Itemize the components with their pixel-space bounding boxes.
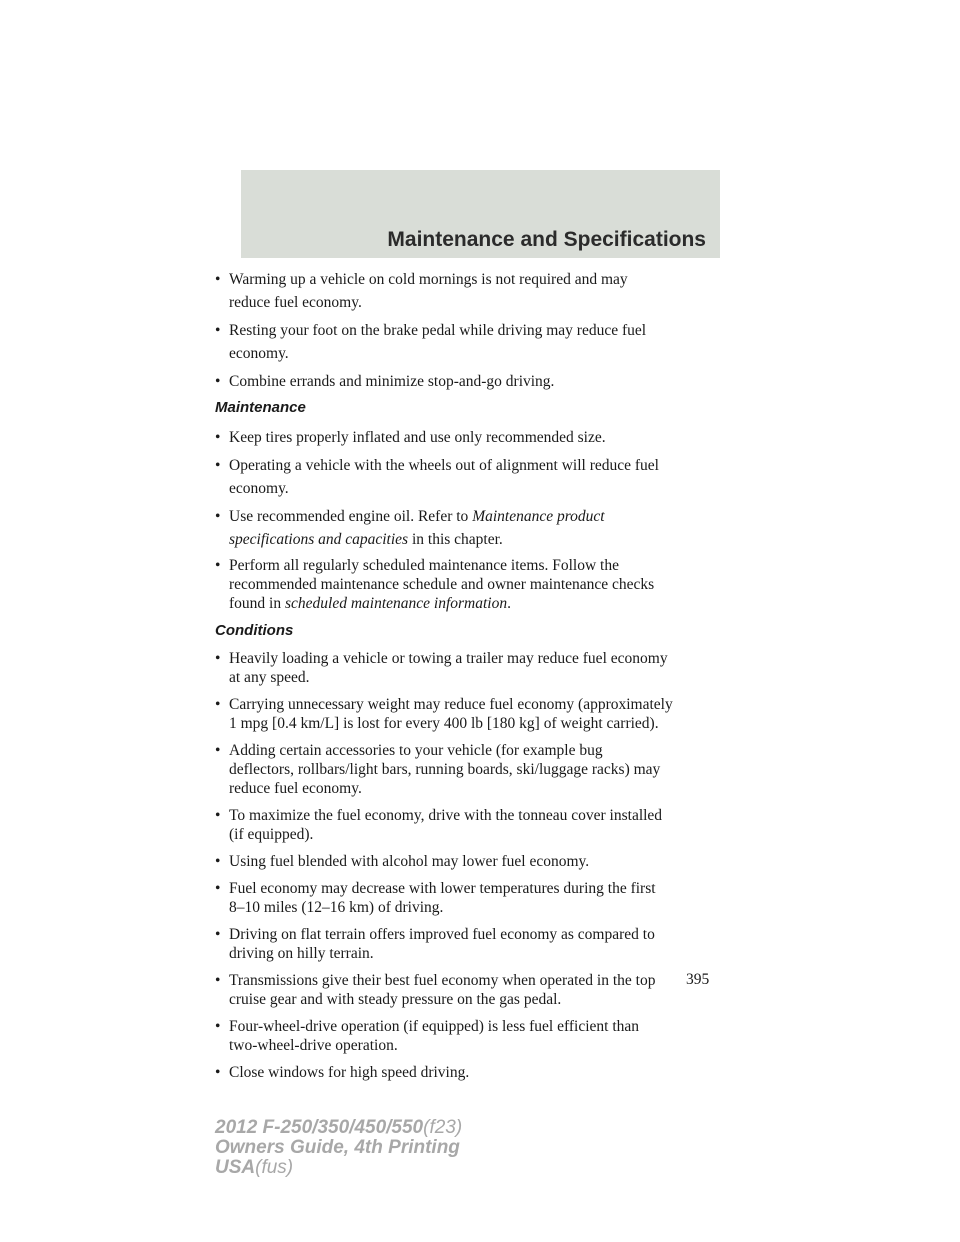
maintenance-heading: Maintenance	[215, 399, 306, 416]
bullet-icon: •	[215, 373, 221, 390]
bullet-icon: •	[215, 853, 221, 870]
bullet-icon: •	[215, 457, 221, 474]
list-item: • Driving on flat terrain offers improved fuel economy as compared to driving on hilly terrain.	[215, 926, 655, 962]
bullet-icon: •	[215, 508, 221, 525]
cross-reference: specifications and capacities	[229, 531, 409, 548]
list-item: • Heavily loading a vehicle or towing a trailer may reduce fuel economy at any speed.	[215, 650, 668, 686]
bullet-icon: •	[215, 742, 221, 759]
footer-region-code: (fus)	[255, 1157, 294, 1178]
section-header-band	[241, 170, 720, 258]
bullet-icon: •	[215, 429, 221, 446]
page-content	[215, 268, 725, 1090]
bullet-icon: •	[215, 696, 221, 713]
list-item: • Perform all regularly scheduled maintenance items. Follow the recommended maintenance schedule and owner maintenance checks found in scheduled maintenance information.	[215, 557, 655, 612]
footer-region: USA	[215, 1157, 256, 1178]
bullet-icon: •	[215, 650, 221, 667]
footer-guide: Owners Guide, 4th Printing	[215, 1137, 460, 1158]
list-item: • Fuel economy may decrease with lower temperatures during the first 8–10 miles (12–16 km) of driving.	[215, 880, 656, 916]
page-number: 395	[686, 971, 710, 988]
cross-reference: scheduled maintenance information	[284, 595, 508, 612]
section-title: Maintenance and Specifications	[387, 228, 706, 251]
bullet-icon: •	[215, 1064, 221, 1081]
footer-model-code: (f23)	[423, 1117, 463, 1138]
bullet-icon: •	[215, 807, 221, 824]
list-item: • Keep tires properly inflated and use only recommended size.	[215, 426, 725, 449]
document-footer	[215, 1118, 462, 1178]
bullet-icon: •	[215, 926, 221, 943]
bullet-icon: •	[215, 271, 221, 288]
conditions-heading: Conditions	[215, 622, 294, 639]
list-item: • Using fuel blended with alcohol may lower fuel economy.	[215, 853, 590, 870]
list-item: • Carrying unnecessary weight may reduce fuel economy (approximately 1 mpg [0.4 km/L] is lost for every 400 lb [180 kg] of weight carried).	[215, 696, 673, 732]
list-item: • Combine errands and minimize stop-and-go driving.	[215, 370, 725, 393]
list-item: • To maximize the fuel economy, drive with the tonneau cover installed (if equipped).	[215, 807, 663, 843]
bullet-icon: •	[215, 1018, 221, 1035]
bullet-icon: •	[215, 557, 221, 574]
list-item: • Use recommended engine oil. Refer to Maintenance product specifications and capacities in this chapter.	[215, 505, 725, 551]
cross-reference: Maintenance product	[472, 508, 605, 525]
list-item: • Adding certain accessories to your vehicle (for example bug deflectors, rollbars/light bars, running boards, ski/luggage racks) may reduce fuel economy.	[215, 742, 661, 797]
bullet-icon: •	[215, 880, 221, 897]
list-item: • Warming up a vehicle on cold mornings is not required and may reduce fuel economy.	[215, 268, 725, 314]
list-item: • Operating a vehicle with the wheels out of alignment will reduce fuel economy.	[215, 454, 725, 500]
footer-model: 2012 F-250/350/450/550	[215, 1117, 424, 1138]
list-item: • Resting your foot on the brake pedal while driving may reduce fuel economy.	[215, 319, 725, 365]
bullet-icon: •	[215, 972, 221, 989]
list-item: • Transmissions give their best fuel economy when operated in the top cruise gear and with steady pressure on the gas pedal.	[215, 972, 656, 1008]
bullet-icon: •	[215, 322, 221, 339]
list-item: • Close windows for high speed driving.	[215, 1064, 470, 1081]
list-item: • Four-wheel-drive operation (if equipped) is less fuel efficient than two-wheel-drive operation.	[215, 1018, 640, 1054]
